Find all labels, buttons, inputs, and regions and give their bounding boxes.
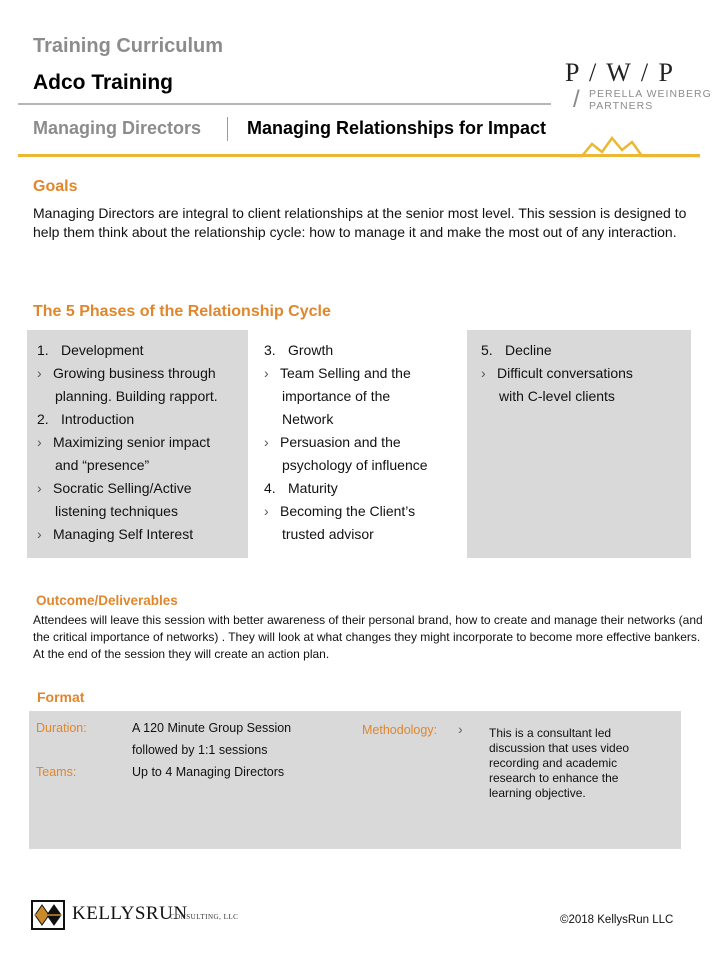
chevron-right-icon: › [481, 365, 486, 381]
outcome-body: Attendees will leave this session with better awareness of their personal brand, how to create and manage their networks (and the critical importance of networks) . They will look at what changes they might incorporate to become more effective bankers. At the end of the session they will create an action plan. [33, 613, 703, 661]
chevron-right-icon: › [37, 434, 42, 450]
methodology-value: This is a consultant led discussion that uses video recording and academic research to enhance the learning objective. [489, 726, 630, 800]
chevron-right-icon: › [264, 434, 269, 450]
teams-value: Up to 4 Managing Directors [132, 765, 285, 779]
methodology-label: Methodology: [362, 723, 438, 737]
phase-item-continued: importance of the [282, 388, 391, 404]
phase-heading: 1. Development [37, 342, 144, 358]
phase-heading: 3. Growth [264, 342, 334, 358]
chevron-right-icon: › [37, 526, 42, 542]
phase-item: › Difficult conversations [481, 362, 633, 385]
phase-heading: 4. Maturity [264, 480, 338, 496]
phase-item-continued: trusted advisor [282, 526, 374, 542]
phase-item-continued: and “presence” [55, 457, 150, 473]
curriculum-supertitle: Training Curriculum [33, 35, 224, 57]
phases-column-2 [264, 339, 428, 546]
chevron-right-icon: › [264, 365, 269, 381]
phase-item: › Team Selling and the [264, 362, 428, 385]
kellysrun-logo-icon [31, 900, 65, 930]
format-heading: Format [37, 689, 85, 705]
phase-item: › Becoming the Client’s [264, 500, 428, 523]
goals-body: Managing Directors are integral to client relationships at the senior most level. This session is designed to help them think about the relationship cycle: how to manage it and make the most out of any interaction. [33, 205, 687, 240]
phase-item: › Socratic Selling/Active [37, 477, 218, 500]
kellysrun-wordmark: KELLYSRUN [72, 903, 188, 924]
phase-heading: 2. Introduction [37, 411, 135, 427]
teams-label: Teams: [36, 765, 77, 779]
phase-item-continued: listening techniques [55, 503, 178, 519]
pwp-name-line2: PARTNERS [589, 100, 654, 112]
phase-item-continued: psychology of influence [282, 457, 428, 473]
phase-item: › Persuasion and the [264, 431, 428, 454]
chevron-right-icon: › [458, 721, 463, 737]
header-divider [18, 103, 551, 105]
document-title: Adco Training [33, 71, 174, 94]
phase-heading: 5. Decline [481, 342, 552, 358]
outcome-heading: Outcome/Deliverables [36, 593, 178, 608]
chevron-right-icon: › [37, 365, 42, 381]
chevron-right-icon: › [37, 480, 42, 496]
pwp-name-line1: PERELLA WEINBERG [589, 88, 712, 100]
phase-item-continued: planning. Building rapport. [55, 388, 218, 404]
phase-item: › Managing Self Interest [37, 523, 218, 546]
gold-divider [18, 154, 700, 157]
phase-item-continued: with C-level clients [499, 388, 615, 404]
goals-heading: Goals [33, 178, 78, 195]
phase-item-continued: Network [282, 411, 334, 427]
phase-item: › Growing business through [37, 362, 218, 385]
audience-label: Managing Directors [33, 118, 202, 138]
duration-line2: followed by 1:1 sessions [132, 743, 268, 757]
chevron-right-icon: › [264, 503, 269, 519]
phases-heading: The 5 Phases of the Relationship Cycle [33, 303, 331, 320]
pwp-logo-mark: P / W / P [565, 58, 676, 87]
duration-label: Duration: [36, 721, 87, 735]
phases-column-3 [481, 339, 633, 408]
pwp-logo-slash: / [573, 86, 580, 113]
kellysrun-subtitle: CONSULTING, LLC [170, 913, 239, 921]
duration-line1: A 120 Minute Group Session [132, 721, 292, 735]
session-topic: Managing Relationships for Impact [247, 118, 547, 138]
copyright-notice: ©2018 KellysRun LLC [560, 914, 674, 926]
phase-item: › Maximizing senior impact [37, 431, 218, 454]
header-separator [227, 117, 228, 141]
phases-column-1 [37, 339, 218, 546]
